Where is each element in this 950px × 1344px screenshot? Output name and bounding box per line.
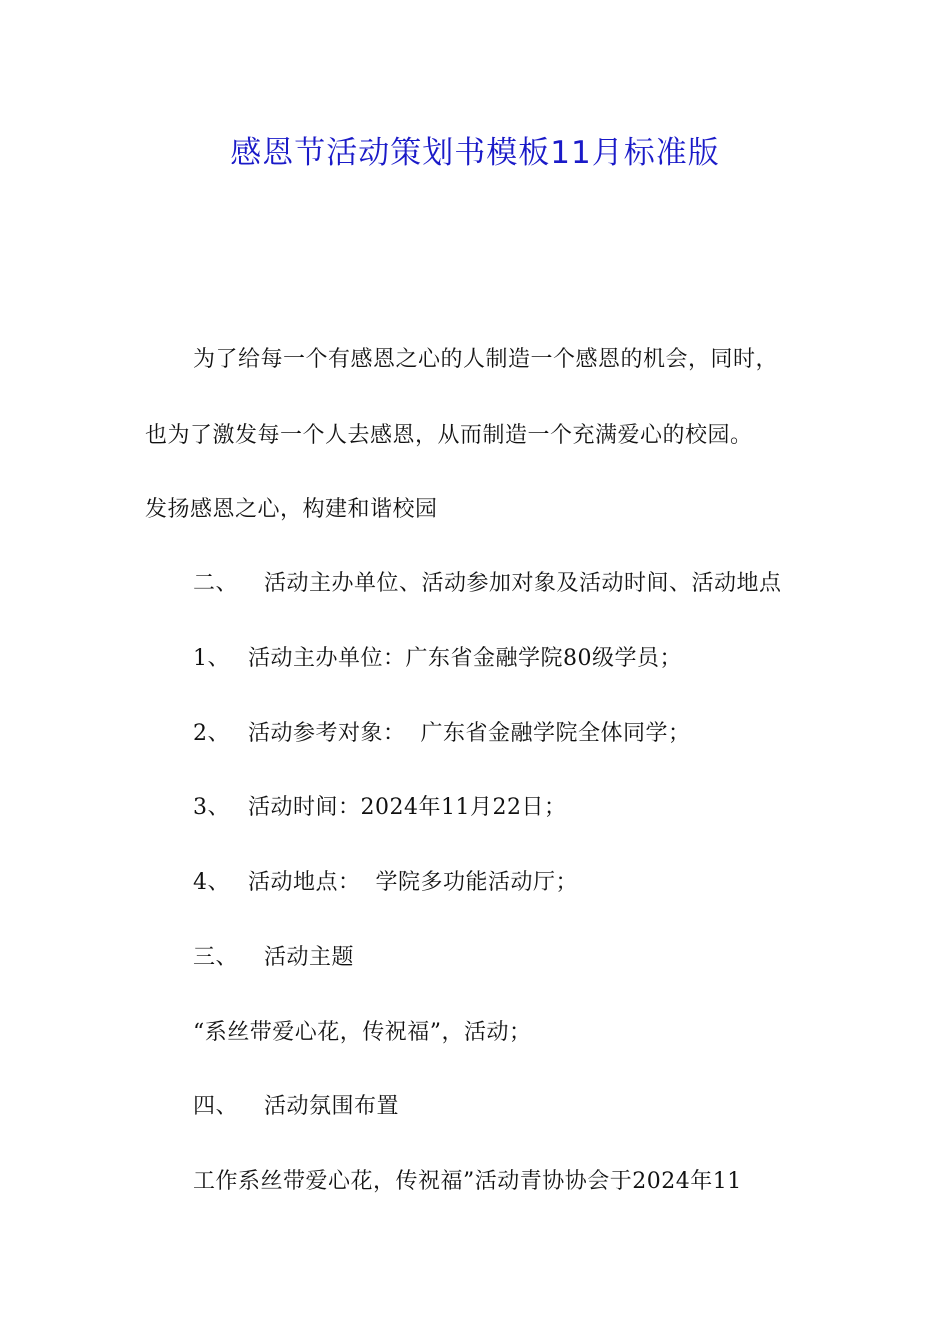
section-heading-text: 活动主办单位、活动参加对象及活动时间、活动地点 xyxy=(264,571,782,596)
list-item-text: 活动主办单位：广东省金融学院80级学员； xyxy=(248,646,682,671)
paragraph-line-2: 也为了激发每一个人去感恩，从而制造一个充满爱心的校园。 xyxy=(145,423,753,448)
list-item xyxy=(193,792,566,824)
section-heading-3 xyxy=(193,942,354,974)
section-number: 二、 xyxy=(193,571,239,596)
list-item-number: 3、 xyxy=(193,795,230,820)
document-title: 感恩节活动策划书模板11月标准版 xyxy=(230,135,720,171)
section-heading-4 xyxy=(193,1091,399,1123)
list-item xyxy=(193,867,578,899)
paragraph-line-last: 工作系丝带爱心花，传祝福”活动青协协会于2024年11 xyxy=(193,1169,742,1194)
theme-line: “系丝带爱心花，传祝福”，活动； xyxy=(193,1020,532,1045)
paragraph-line-3: 发扬感恩之心，构建和谐校园 xyxy=(145,497,438,522)
list-item xyxy=(193,718,691,750)
list-item-text: 活动参考对象： 广东省金融学院全体同学； xyxy=(248,721,691,746)
section-number: 三、 xyxy=(193,945,239,970)
section-heading-text: 活动氛围布置 xyxy=(264,1094,400,1119)
list-item-text: 活动时间：2024年11月22日； xyxy=(248,795,567,820)
list-item-number: 4、 xyxy=(193,870,230,895)
section-heading-text: 活动主题 xyxy=(264,945,355,970)
list-item-number: 1、 xyxy=(193,646,230,671)
paragraph-line-1: 为了给每一个有感恩之心的人制造一个感恩的机会，同时， xyxy=(193,347,779,372)
section-number: 四、 xyxy=(193,1094,239,1119)
section-heading-2 xyxy=(193,568,782,600)
list-item xyxy=(193,643,682,675)
list-item-number: 2、 xyxy=(193,721,230,746)
list-item-text: 活动地点： 学院多功能活动厅； xyxy=(248,870,578,895)
